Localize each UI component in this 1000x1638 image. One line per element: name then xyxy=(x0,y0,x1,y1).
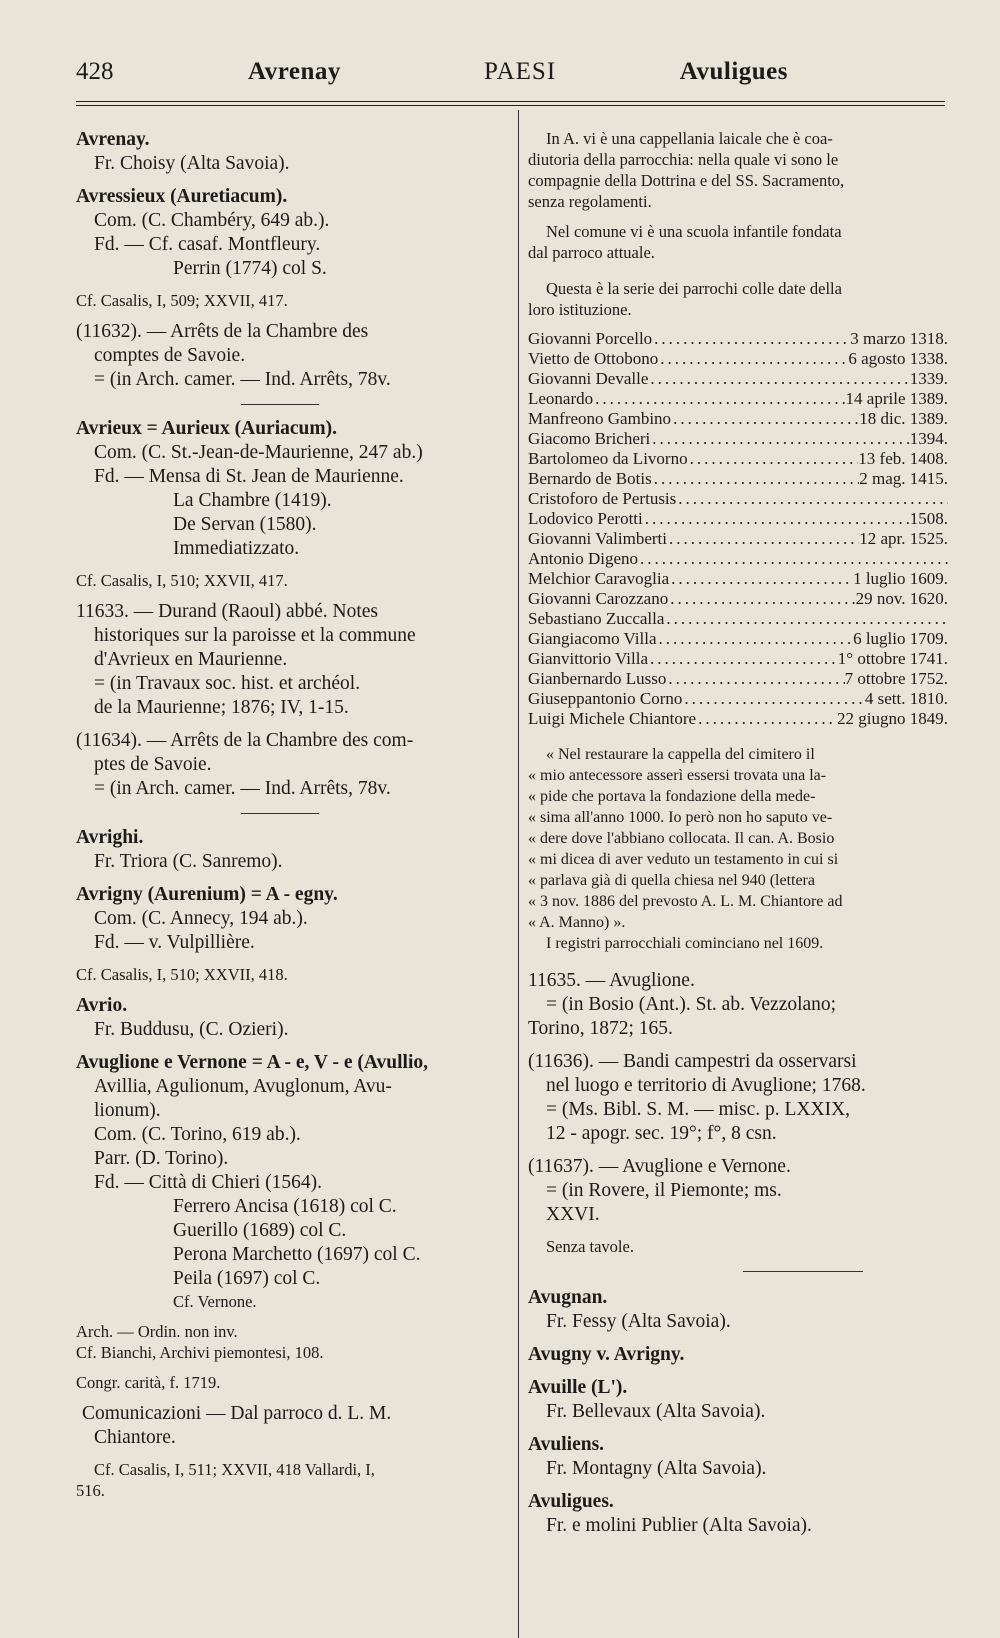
text-line: Cf. Bianchi, Archivi piemontesi, 108. xyxy=(76,1343,324,1362)
quotation-block xyxy=(528,744,948,954)
text-line: Com. (C. Chambéry, 649 ab.). xyxy=(94,210,330,231)
right-intro xyxy=(528,128,948,320)
text-line: « mio antecessore asserì essersi trovata una la- xyxy=(528,767,827,784)
priest-date: 13 feb. 1408. xyxy=(858,449,948,468)
text-line: Chiantore. xyxy=(94,1427,176,1448)
text-line: Fd. — v. Vulpillière. xyxy=(94,932,255,953)
text-line: Cf. Vernone. xyxy=(173,1292,257,1311)
dot-leader xyxy=(648,649,838,669)
priest-name: Sebastiano Zuccalla xyxy=(528,609,665,628)
text-line: (11634). — Arrêts de la Chambre des com- xyxy=(76,730,414,751)
dot-leader xyxy=(666,669,844,689)
list-item xyxy=(528,709,948,729)
dot-leader xyxy=(648,369,909,389)
text-line: « sima all'anno 1000. Io però non ho saputo ve- xyxy=(528,809,833,826)
text-line: Fd. — Mensa di St. Jean de Maurienne. xyxy=(94,466,404,487)
text-line: senza regolamenti. xyxy=(528,192,652,211)
text-line: = (Ms. Bibl. S. M. — misc. p. LXXIX, xyxy=(546,1099,851,1120)
priest-name: Giuseppantonio Corno xyxy=(528,689,683,708)
header-right-word: Avuligues xyxy=(679,58,788,85)
text-line: de la Maurienne; 1876; IV, 1-15. xyxy=(94,697,349,718)
text-line: Fd. — Città di Chieri (1564). xyxy=(94,1172,323,1193)
text-line: (11637). — Avuglione e Vernone. xyxy=(528,1156,791,1177)
text-line: Cf. Casalis, I, 510; XXVII, 417. xyxy=(76,571,288,590)
dot-leader xyxy=(643,509,910,529)
priest-date: 4 sett. 1810. xyxy=(864,689,948,708)
dot-leader xyxy=(667,529,859,549)
dot-leader xyxy=(676,489,948,509)
list-item xyxy=(528,349,948,369)
entry-heading: Avuille (L'). xyxy=(528,1377,628,1398)
text-line: Fd. — Cf. casaf. Montfleury. xyxy=(94,234,321,255)
dot-leader xyxy=(658,349,848,369)
header-left-word: Avrenay xyxy=(248,58,341,85)
priest-date: 1508. xyxy=(909,509,948,528)
text-line: = (in Travaux soc. hist. et archéol. xyxy=(94,673,361,694)
text-line: I registri parrocchiali cominciano nel 1609. xyxy=(546,935,824,952)
text-line: Arch. — Ordin. non inv. xyxy=(76,1322,238,1341)
list-item xyxy=(528,529,948,549)
text-line: 516. xyxy=(76,1481,105,1500)
priest-name: Giangiacomo Villa xyxy=(528,629,657,648)
text-line: Com. (C. Annecy, 194 ab.). xyxy=(94,908,308,929)
dot-leader xyxy=(652,329,850,349)
header-section: PAESI xyxy=(484,58,557,85)
header-rule xyxy=(76,101,945,102)
list-item xyxy=(528,669,948,689)
text-line: Cf. Casalis, I, 510; XXVII, 418. xyxy=(76,965,288,984)
text-line: Immediatizzato. xyxy=(173,538,300,559)
text-line: Fr. Buddusu, (C. Ozieri). xyxy=(94,1019,289,1040)
text-line: 12 - apogr. sec. 19°; f°, 8 csn. xyxy=(546,1123,777,1144)
text-line: ptes de Savoie. xyxy=(94,754,212,775)
text-line: 11633. — Durand (Raoul) abbé. Notes xyxy=(76,601,379,622)
priest-name: Cristoforo de Pertusis xyxy=(528,489,677,508)
text-line: 11635. — Avuglione. xyxy=(528,970,695,991)
section-separator xyxy=(241,404,319,405)
text-line: « parlava già di quella chiesa nel 940 (lettera xyxy=(528,872,815,889)
text-line: diutoria della parrocchia: nella quale vi sono le xyxy=(528,150,839,169)
text-line: Fr. Triora (C. Sanremo). xyxy=(94,851,283,872)
priest-date: 18 dic. 1389. xyxy=(859,409,948,428)
text-line: Com. (C. Torino, 619 ab.). xyxy=(94,1124,301,1145)
priest-date: 29 nov. 1620. xyxy=(855,589,948,608)
text-line: « Nel restaurare la cappella del cimitero il xyxy=(546,746,815,763)
list-item xyxy=(528,549,948,569)
text-line: Com. (C. St.-Jean-de-Maurienne, 247 ab.) xyxy=(94,442,423,463)
header-rule-double xyxy=(76,105,945,106)
list-item xyxy=(528,329,948,349)
priest-date: 14 aprile 1389. xyxy=(845,389,948,408)
dot-leader xyxy=(652,469,860,489)
priest-name: Giovanni Devalle xyxy=(528,369,649,388)
text-line: Senza tavole. xyxy=(546,1237,634,1256)
priest-name: Leonardo xyxy=(528,389,594,408)
text-line: dal parroco attuale. xyxy=(528,243,655,262)
text-line: Fr. e molini Publier (Alta Savoia). xyxy=(546,1515,812,1536)
list-item xyxy=(528,589,948,609)
list-item xyxy=(528,469,948,489)
entry-heading: Avressieux (Auretiacum). xyxy=(76,186,288,207)
text-line: Fr. Montagny (Alta Savoia). xyxy=(546,1458,767,1479)
list-item xyxy=(528,649,948,669)
text-line: = (in Bosio (Ant.). St. ab. Vezzolano; xyxy=(546,994,837,1015)
list-item xyxy=(528,629,948,649)
entry-heading: Avrio. xyxy=(76,995,128,1016)
text-line: loro istituzione. xyxy=(528,300,632,319)
text-line: (11636). — Bandi campestri da osservarsi xyxy=(528,1051,857,1072)
text-line: Perona Marchetto (1697) col C. xyxy=(173,1244,421,1265)
text-line: Congr. carità, f. 1719. xyxy=(76,1373,221,1392)
text-line: lionum). xyxy=(94,1100,161,1121)
running-header xyxy=(72,58,938,94)
priest-name: Antonio Digeno xyxy=(528,549,639,568)
text-line: nel luogo e territorio di Avuglione; 1768. xyxy=(546,1075,866,1096)
text-line: d'Avrieux en Maurienne. xyxy=(94,649,288,670)
text-line: Ferrero Ancisa (1618) col C. xyxy=(173,1196,397,1217)
section-separator xyxy=(743,1271,863,1272)
priest-date: 22 giugno 1849. xyxy=(837,709,948,728)
list-item xyxy=(528,369,948,389)
priest-date: 1 luglio 1609. xyxy=(853,569,948,588)
page-number: 428 xyxy=(76,58,114,85)
priest-date: 6 agosto 1338. xyxy=(848,349,948,368)
text-line: Comunicazioni — Dal parroco d. L. M. xyxy=(82,1403,392,1424)
text-line: « dere dove l'abbiano collocata. Il can. A. Bosio xyxy=(528,830,835,847)
list-item xyxy=(528,689,948,709)
priest-date: 7 ottobre 1752. xyxy=(844,669,948,688)
text-line: Guerillo (1689) col C. xyxy=(173,1220,347,1241)
section-separator xyxy=(241,813,319,814)
entry-heading: Avugny v. Avrigny. xyxy=(528,1344,685,1365)
list-item xyxy=(528,449,948,469)
parish-priests-list xyxy=(528,329,948,729)
list-item xyxy=(528,509,948,529)
text-line: Peila (1697) col C. xyxy=(173,1268,321,1289)
column-divider xyxy=(518,110,519,1638)
priest-name: Bernardo de Botis xyxy=(528,469,652,488)
text-line: Fr. Choisy (Alta Savoia). xyxy=(94,153,290,174)
entry-heading: Avugnan. xyxy=(528,1287,608,1308)
priest-date: 1394. xyxy=(909,429,948,448)
text-line: Fr. Bellevaux (Alta Savoia). xyxy=(546,1401,766,1422)
text-line: = (in Arch. camer. — Ind. Arrêts, 78v. xyxy=(94,778,391,799)
priest-name: Gianvittorio Villa xyxy=(528,649,649,668)
dot-leader xyxy=(688,449,859,469)
dot-leader xyxy=(638,549,948,569)
text-line: Nel comune vi è una scuola infantile fondata xyxy=(546,222,842,241)
text-line: « mi dicea di aver veduto un testamento in cui si xyxy=(528,851,839,868)
entry-heading: Avrenay. xyxy=(76,129,150,150)
dot-leader xyxy=(593,389,845,409)
text-line: Questa è la serie dei parrochi colle date della xyxy=(546,279,842,298)
text-line: XXVI. xyxy=(546,1204,600,1225)
priest-date: 2 mag. 1415. xyxy=(859,469,948,488)
text-line: Fr. Fessy (Alta Savoia). xyxy=(546,1311,731,1332)
text-line: Torino, 1872; 165. xyxy=(528,1018,673,1039)
priest-name: Melchior Caravoglia xyxy=(528,569,670,588)
priest-date: 1339. xyxy=(909,369,948,388)
text-line: « 3 nov. 1886 del prevosto A. L. M. Chiantore ad xyxy=(528,893,843,910)
priest-date: 6 luglio 1709. xyxy=(853,629,948,648)
list-item xyxy=(528,609,948,629)
text-line: = (in Rovere, il Piemonte; ms. xyxy=(546,1180,782,1201)
list-item xyxy=(528,569,948,589)
text-line: Perrin (1774) col S. xyxy=(173,258,327,279)
priest-name: Gianbernardo Lusso xyxy=(528,669,667,688)
text-line: « A. Manno) ». xyxy=(528,914,626,931)
entry-heading: Avuliens. xyxy=(528,1434,605,1455)
text-line: De Servan (1580). xyxy=(173,514,317,535)
priest-name: Manfreono Gambino xyxy=(528,409,672,428)
priest-date: 1° ottobre 1741. xyxy=(837,649,948,668)
priest-date: 3 marzo 1318. xyxy=(850,329,948,348)
text-line: compagnie della Dottrina e del SS. Sacramento, xyxy=(528,171,845,190)
dot-leader xyxy=(671,409,859,429)
entry-heading: Avrigny (Aurenium) = A - egny. xyxy=(76,884,338,905)
list-item xyxy=(528,409,948,429)
entry-heading: Avrieux = Aurieux (Auriacum). xyxy=(76,418,337,439)
dot-leader xyxy=(696,709,837,729)
right-column xyxy=(528,128,948,1538)
list-item xyxy=(528,389,948,409)
priest-name: Luigi Michele Chiantore xyxy=(528,709,697,728)
text-line: = (in Arch. camer. — Ind. Arrêts, 78v. xyxy=(94,369,391,390)
text-line: Cf. Casalis, I, 509; XXVII, 417. xyxy=(76,291,288,310)
dot-leader xyxy=(668,589,855,609)
list-item xyxy=(528,429,948,449)
priest-name: Bartolomeo da Livorno xyxy=(528,449,688,468)
priest-name: Giovanni Porcello xyxy=(528,329,653,348)
priest-date: 12 apr. 1525. xyxy=(859,529,948,548)
text-line: Cf. Casalis, I, 511; XXVII, 418 Vallardi, I, xyxy=(94,1460,375,1479)
priest-name: Giacomo Bricheri xyxy=(528,429,651,448)
dot-leader xyxy=(682,689,864,709)
text-line: La Chambre (1419). xyxy=(173,490,332,511)
entry-heading: Avuglione e Vernone = A - e, V - e (Avullio, xyxy=(76,1052,429,1073)
text-line: (11632). — Arrêts de la Chambre des xyxy=(76,321,369,342)
list-item xyxy=(528,489,948,509)
dot-leader xyxy=(664,609,948,629)
dot-leader xyxy=(657,629,854,649)
text-line: In A. vi è una cappellania laicale che è coa- xyxy=(546,129,833,148)
left-column xyxy=(76,128,506,1501)
text-line: historiques sur la paroisse et la commune xyxy=(94,625,416,646)
priest-name: Lodovico Perotti xyxy=(528,509,643,528)
text-line: « pide che portava la fondazione della mede- xyxy=(528,788,816,805)
priest-name: Vietto de Ottobono xyxy=(528,349,659,368)
priest-name: Giovanni Carozzano xyxy=(528,589,669,608)
text-line: Avillia, Agulionum, Avuglonum, Avu- xyxy=(94,1076,392,1097)
priest-name: Giovanni Valimberti xyxy=(528,529,667,548)
text-line: Parr. (D. Torino). xyxy=(94,1148,229,1169)
dot-leader xyxy=(650,429,909,449)
entry-heading: Avuligues. xyxy=(528,1491,614,1512)
entry-heading: Avrighi. xyxy=(76,827,144,848)
dot-leader xyxy=(669,569,853,589)
text-line: comptes de Savoie. xyxy=(94,345,246,366)
right-entries xyxy=(528,954,948,1538)
